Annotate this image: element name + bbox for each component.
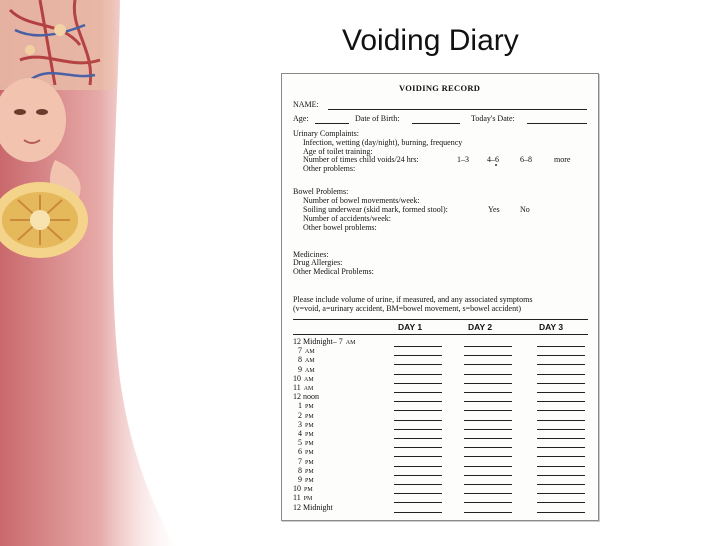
time-slot-meridiem: PM — [305, 441, 314, 448]
time-slot-hour: 7 — [298, 346, 302, 356]
time-slot-label — [298, 476, 314, 484]
entry-line[interactable] — [464, 429, 512, 430]
time-slot-hour: 1 — [298, 401, 302, 411]
time-slot-meridiem: AM — [304, 376, 314, 383]
entry-line[interactable] — [464, 355, 512, 356]
time-slot-meridiem: PM — [305, 422, 314, 429]
entry-line[interactable] — [464, 383, 512, 384]
entry-line[interactable] — [537, 456, 585, 457]
time-slot-hour: 3 — [298, 419, 302, 429]
time-slot-label — [293, 494, 312, 502]
table-header-rule — [293, 334, 588, 335]
voids-per-day: Number of times child voids/24 hrs: — [303, 155, 419, 164]
entry-line[interactable] — [537, 410, 585, 411]
scan-speck — [495, 164, 497, 166]
entry-line[interactable] — [464, 502, 512, 503]
time-slot-meridiem: AM — [305, 358, 315, 365]
entry-line[interactable] — [537, 364, 585, 365]
time-slot-label — [293, 375, 314, 383]
voiding-record-form — [281, 73, 599, 521]
dob-label: Date of Birth: — [355, 114, 400, 123]
soiling-yes: Yes — [488, 205, 500, 214]
time-slot-meridiem: PM — [305, 478, 314, 484]
entry-line[interactable] — [464, 392, 512, 393]
entry-line[interactable] — [394, 502, 442, 503]
decorative-illustration — [0, 0, 180, 546]
form-title: VOIDING RECORD — [399, 83, 481, 93]
time-slot-label — [298, 448, 314, 456]
slide-title: Voiding Diary — [342, 24, 519, 57]
entry-line[interactable] — [464, 493, 512, 494]
time-slot-meridiem: PM — [303, 496, 313, 503]
time-slot-label — [298, 439, 314, 447]
time-slot-hour: 5 — [298, 438, 302, 448]
entry-line[interactable] — [537, 466, 585, 467]
urinary-symptoms: Infection, wetting (day/night), burning, frequency — [303, 138, 463, 147]
entry-line[interactable] — [464, 364, 512, 365]
drug-allergies: Drug Allergies: — [293, 258, 343, 267]
entry-line[interactable] — [394, 484, 442, 485]
time-slot-hour: 4 — [298, 429, 302, 438]
entry-line[interactable] — [394, 475, 442, 476]
today-label: Today's Date: — [471, 114, 515, 123]
entry-line[interactable] — [537, 420, 585, 421]
entry-line[interactable] — [537, 512, 585, 513]
entry-line[interactable] — [464, 420, 512, 421]
day-header: DAY 3 — [539, 322, 564, 332]
age-line — [315, 123, 349, 124]
time-slot-label — [298, 356, 315, 364]
entry-line[interactable] — [464, 374, 512, 375]
entry-line[interactable] — [537, 355, 585, 356]
entry-line[interactable] — [394, 346, 442, 347]
entry-line[interactable] — [394, 355, 442, 356]
soiling: Soiling underwear (skid mark, formed stool): — [303, 205, 448, 214]
time-slot-label — [298, 347, 315, 355]
bowel-heading: Bowel Problems: — [293, 187, 349, 196]
time-slot-hour: 7 — [298, 456, 302, 466]
entry-line[interactable] — [394, 364, 442, 365]
entry-line[interactable] — [464, 401, 512, 402]
entry-line[interactable] — [394, 512, 442, 513]
voids-option-2: 4–6 — [487, 155, 499, 164]
time-slot-hour: 8 — [298, 355, 302, 365]
time-slot-meridiem: PM — [305, 404, 314, 411]
entry-line[interactable] — [394, 420, 442, 421]
toilet-training: Age of toilet training: — [303, 147, 373, 156]
time-slot-meridiem: AM — [345, 340, 356, 346]
time-slot-meridiem: AM — [305, 349, 315, 356]
entry-line[interactable] — [537, 401, 585, 402]
instructions-line-1: Please include volume of urine, if measured, and any associated symptoms — [293, 295, 533, 304]
entry-line[interactable] — [464, 466, 512, 467]
voids-option-4: more — [554, 155, 571, 164]
time-slot-hour: 12 noon — [293, 392, 319, 402]
entry-line[interactable] — [537, 475, 585, 476]
entry-line[interactable] — [394, 438, 442, 439]
time-slot-meridiem: PM — [305, 413, 314, 420]
time-slot-hour: 11 — [293, 493, 301, 503]
time-slot-label — [293, 384, 313, 392]
entry-line[interactable] — [537, 493, 585, 494]
name-label: NAME: — [293, 100, 319, 109]
entry-line[interactable] — [464, 447, 512, 448]
anatomy-illustration — [0, 0, 115, 90]
time-slot-label — [298, 421, 314, 429]
voids-option-1: 1–3 — [457, 155, 469, 164]
medicines: Medicines: — [293, 250, 329, 259]
name-line — [328, 109, 587, 110]
entry-line[interactable] — [464, 512, 512, 513]
time-slot-label — [298, 412, 314, 420]
time-slot-hour: 11 — [293, 383, 301, 392]
urinary-heading: Urinary Complaints: — [293, 129, 359, 138]
time-slot-label — [298, 458, 314, 466]
entry-line[interactable] — [464, 438, 512, 439]
bowel-other: Other bowel problems: — [303, 223, 377, 232]
table-top-rule — [293, 319, 588, 320]
time-slot-label — [298, 402, 314, 410]
entry-line[interactable] — [394, 429, 442, 430]
time-slot-meridiem: AM — [305, 367, 315, 374]
time-slot-meridiem: PM — [305, 432, 314, 438]
today-line — [527, 123, 587, 124]
time-slot-hour: 6 — [298, 447, 302, 457]
entry-line[interactable] — [537, 374, 585, 375]
time-slot-label — [298, 366, 315, 374]
time-slot-hour: 9 — [298, 364, 302, 374]
entry-line[interactable] — [394, 401, 442, 402]
entry-line[interactable] — [464, 410, 512, 411]
time-slot-label — [293, 485, 313, 493]
soiling-no: No — [520, 205, 530, 214]
time-slot-meridiem: AM — [303, 386, 314, 392]
entry-line[interactable] — [394, 374, 442, 375]
time-slot-hour: 10 — [293, 373, 301, 383]
entry-line[interactable] — [464, 456, 512, 457]
entry-line[interactable] — [394, 410, 442, 411]
time-slot-meridiem: PM — [304, 487, 313, 494]
dob-line — [412, 123, 460, 124]
entry-line[interactable] — [537, 346, 585, 347]
entry-line[interactable] — [464, 346, 512, 347]
time-slot-label — [293, 504, 333, 512]
entry-line[interactable] — [394, 493, 442, 494]
voids-option-3: 6–8 — [520, 155, 532, 164]
other-medical: Other Medical Problems: — [293, 267, 374, 276]
entry-line[interactable] — [537, 484, 585, 485]
time-slot-label — [293, 393, 319, 401]
instructions-line-2: (v=void, a=urinary accident, BM=bowel movement, s=bowel accident) — [293, 304, 521, 313]
time-slot-hour: 12 Midnight — [293, 502, 333, 512]
bowel-movements: Number of bowel movements/week: — [303, 196, 420, 205]
entry-line[interactable] — [537, 392, 585, 393]
time-slot-hour: 9 — [298, 475, 302, 484]
time-slot-hour: 10 — [293, 484, 301, 494]
entry-line[interactable] — [464, 475, 512, 476]
time-slot-label — [293, 338, 355, 346]
urinary-other: Other problems: — [303, 164, 356, 173]
time-slot-label — [298, 430, 314, 438]
time-slot-label — [298, 467, 314, 475]
time-slot-hour: 2 — [298, 410, 302, 420]
time-slot-hour: 8 — [298, 465, 302, 475]
time-slot-hour: 12 Midnight– 7 — [293, 337, 343, 346]
entry-line[interactable] — [394, 383, 442, 384]
day-header: DAY 2 — [468, 322, 493, 332]
age-label: Age: — [293, 114, 309, 123]
entry-line[interactable] — [537, 383, 585, 384]
entry-line[interactable] — [464, 484, 512, 485]
day-header: DAY 1 — [398, 322, 423, 332]
entry-line[interactable] — [394, 392, 442, 393]
time-slot-meridiem: PM — [305, 468, 314, 475]
entry-line[interactable] — [394, 466, 442, 467]
bowel-accidents: Number of accidents/week: — [303, 214, 391, 223]
entry-line[interactable] — [537, 438, 585, 439]
entry-line[interactable] — [537, 447, 585, 448]
entry-line[interactable] — [394, 447, 442, 448]
entry-line[interactable] — [537, 429, 585, 430]
time-slot-meridiem: PM — [305, 459, 314, 466]
entry-line[interactable] — [537, 502, 585, 503]
time-slot-meridiem: PM — [305, 450, 314, 457]
entry-line[interactable] — [394, 456, 442, 457]
